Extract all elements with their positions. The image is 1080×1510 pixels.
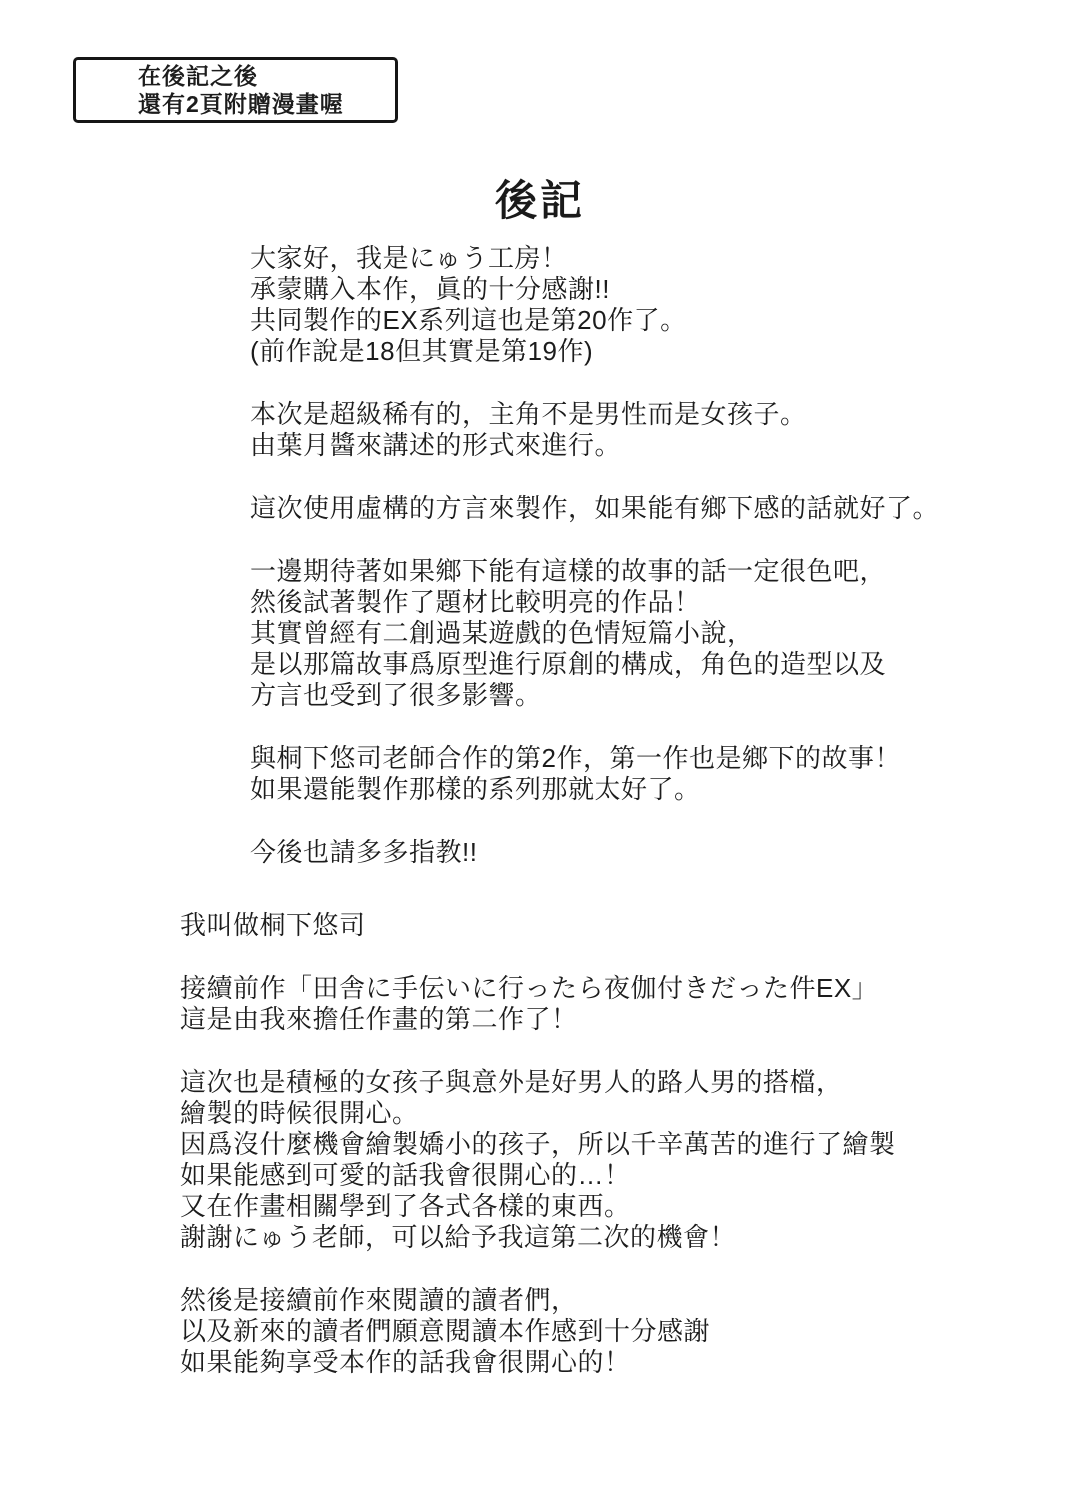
paragraph [250,493,939,524]
text-line: 因爲沒什麼機會繪製嬌小的孩子，所以千辛萬苦的進行了繪製 [180,1129,896,1159]
text-line: 這次使用虛構的方言來製作，如果能有鄉下感的話就好了。 [250,493,940,523]
afterword-section-nyuu [250,243,939,868]
paragraph [180,1067,896,1253]
text-line: 如果能夠享受本作的話我會很開心的！ [180,1347,631,1377]
text-line: 然後試著製作了題材比較明亮的作品！ [250,587,701,617]
note-box-line: 還有2頁附贈漫畫喔 [138,91,344,117]
text-line: 今後也請多多指教!! [250,837,478,867]
paragraph [250,837,939,868]
text-line: 其實曾經有二創過某遊戲的色情短篇小說， [250,618,754,648]
note-box [73,57,398,123]
text-line: 承蒙購入本作，眞的十分感謝!! [250,274,610,304]
text-line: 然後是接續前作來閱讀的讀者們， [180,1285,578,1315]
paragraph [180,973,896,1035]
paragraph [180,910,896,941]
text-line: 謝謝にゅう老師，可以給予我這第二次的機會！ [180,1222,736,1252]
text-line: 又在作畫相關學到了各式各樣的東西。 [180,1191,631,1221]
paragraph [250,399,939,461]
text-line: 這次也是積極的女孩子與意外是好男人的路人男的搭檔， [180,1067,843,1097]
text-line: 我叫做桐下悠司 [180,910,366,940]
note-box-line: 在後記之後 [138,63,258,89]
text-line: 如果能感到可愛的話我會很開心的…！ [180,1160,631,1190]
text-line: 如果還能製作那樣的系列那就太好了。 [250,774,701,804]
text-line: 由葉月醬來講述的形式來進行。 [250,430,622,460]
text-line: 是以那篇故事爲原型進行原創的構成，角色的造型以及 [250,649,887,679]
text-line: 一邊期待著如果鄉下能有這樣的故事的話一定很色吧， [250,556,887,586]
text-line: 繪製的時候很開心。 [180,1098,419,1128]
text-line: 本次是超級稀有的，主角不是男性而是女孩子。 [250,399,807,429]
page-title: 後記 [494,177,585,224]
text-line: 接續前作「田舎に手伝いに行ったら夜伽付きだった件EX」 [180,973,879,1003]
paragraph [250,243,939,367]
text-line: 方言也受到了很多影響。 [250,680,542,710]
paragraph [250,556,939,711]
text-line: (前作說是18但其實是第19作) [250,336,594,366]
text-line: 共同製作的EX系列這也是第20作了。 [250,305,687,335]
text-line: 與桐下悠司老師合作的第2作，第一作也是鄉下的故事！ [250,743,901,773]
paragraph [180,1285,896,1378]
afterword-section-kirishita [180,910,896,1378]
text-line: 以及新來的讀者們願意閱讀本作感到十分感謝 [180,1316,711,1346]
paragraph [250,743,939,805]
text-line: 這是由我來擔任作畫的第二作了！ [180,1004,578,1034]
text-line: 大家好，我是にゅう工房！ [250,243,568,273]
